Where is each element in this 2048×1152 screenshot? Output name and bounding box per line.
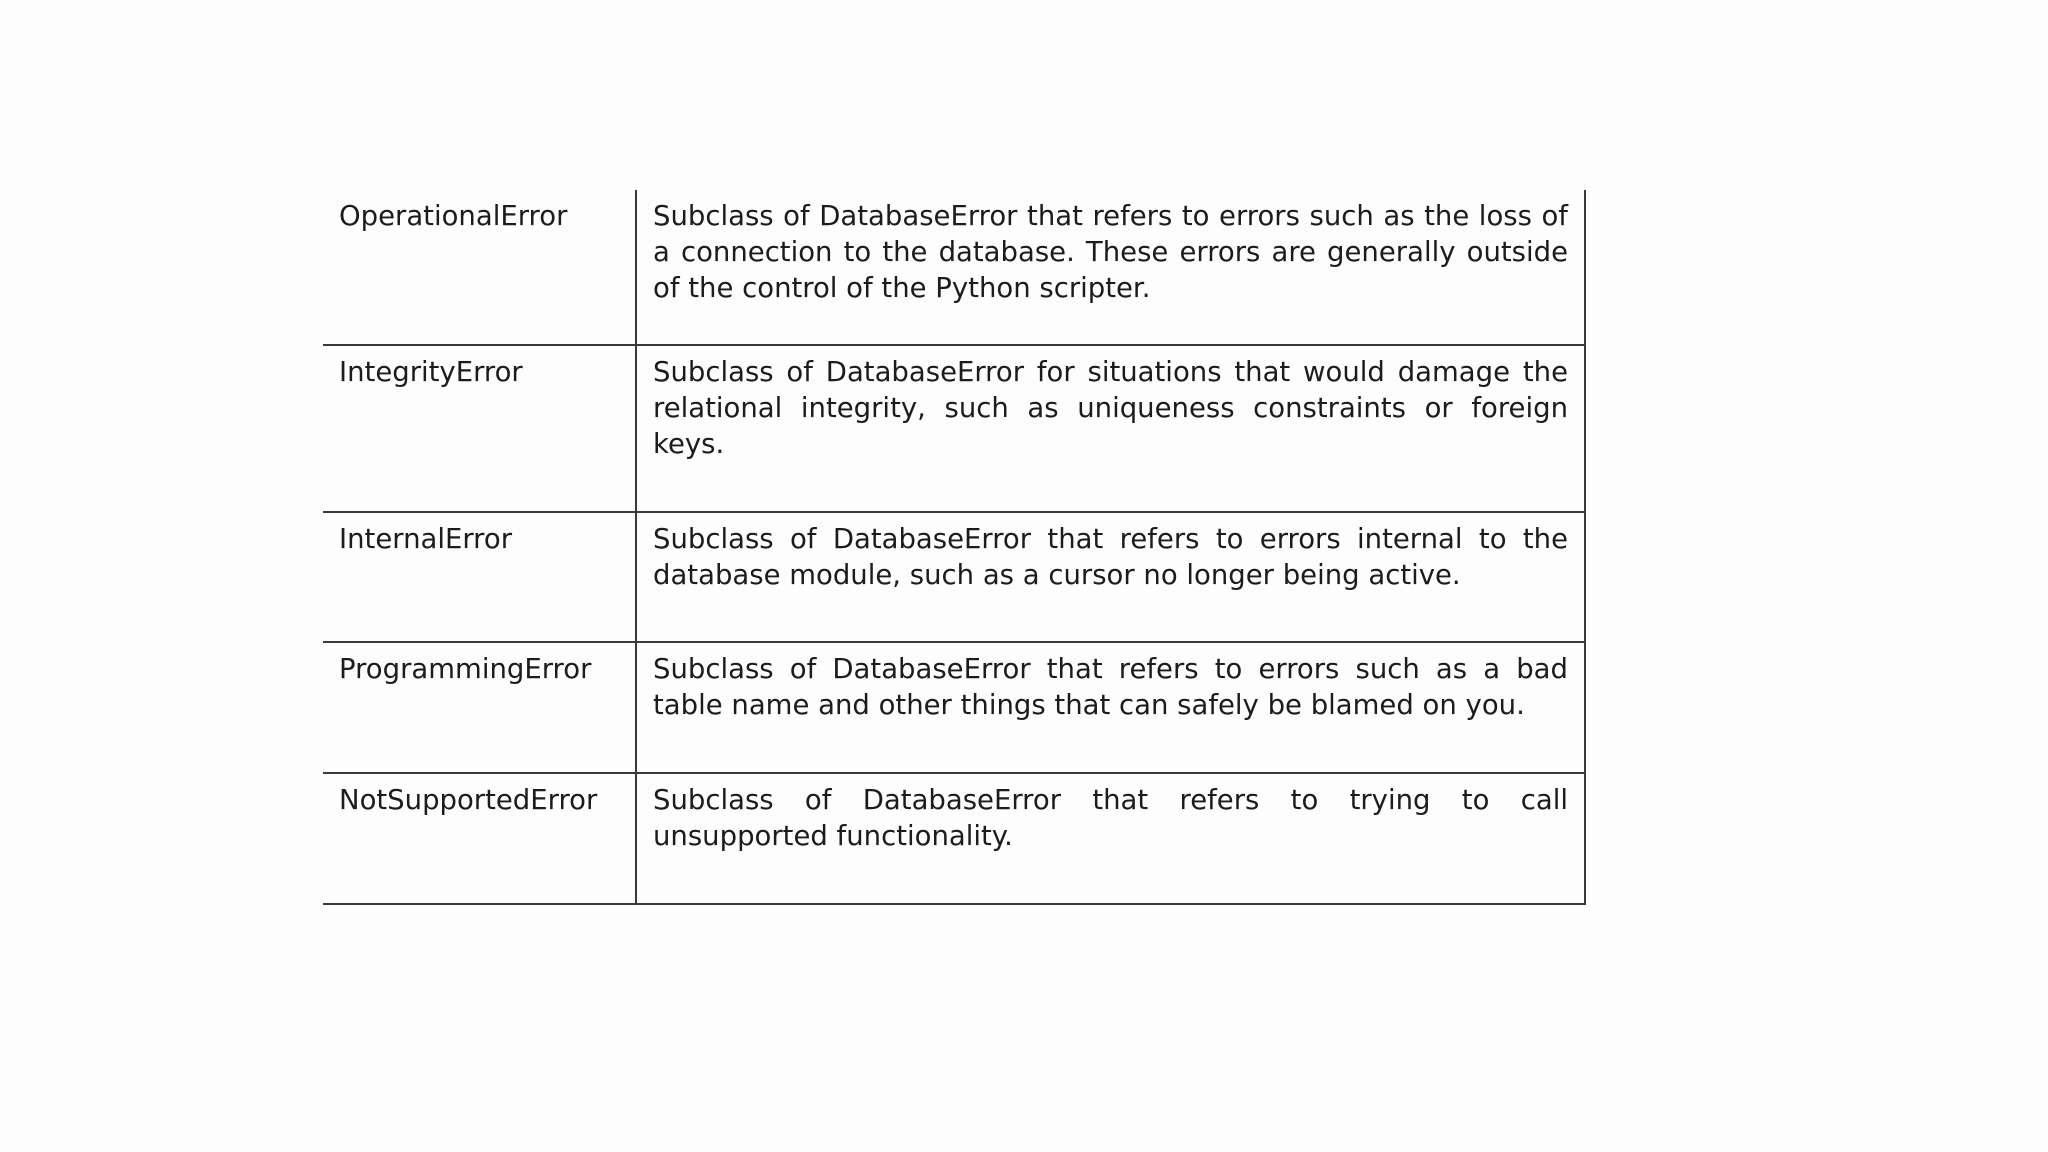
error-description-cell: Subclass of DatabaseError that refers to errors internal to the database module, such as a cursor no longer being active. [636,512,1585,642]
error-name-cell: OperationalError [323,190,636,345]
table-row [323,512,1585,642]
table-row [323,642,1585,773]
error-description-cell: Subclass of DatabaseError that refers to errors such as the loss of a connection to the database. These errors are generally outside of the control of the Python scripter. [636,190,1585,345]
error-name-cell: ProgrammingError [323,642,636,773]
error-name-cell: NotSupportedError [323,773,636,904]
table-row [323,773,1585,904]
error-description-cell: Subclass of DatabaseError for situations that would damage the relational integrity, such as uniqueness constraints or foreign keys. [636,345,1585,512]
table-row [323,190,1585,345]
error-class-table [323,190,1586,905]
error-name-cell: InternalError [323,512,636,642]
table-row [323,345,1585,512]
error-description-cell: Subclass of DatabaseError that refers to trying to call unsupported functionality. [636,773,1585,904]
error-description-cell: Subclass of DatabaseError that refers to errors such as a bad table name and other things that can safely be blamed on you. [636,642,1585,773]
error-name-cell: IntegrityError [323,345,636,512]
